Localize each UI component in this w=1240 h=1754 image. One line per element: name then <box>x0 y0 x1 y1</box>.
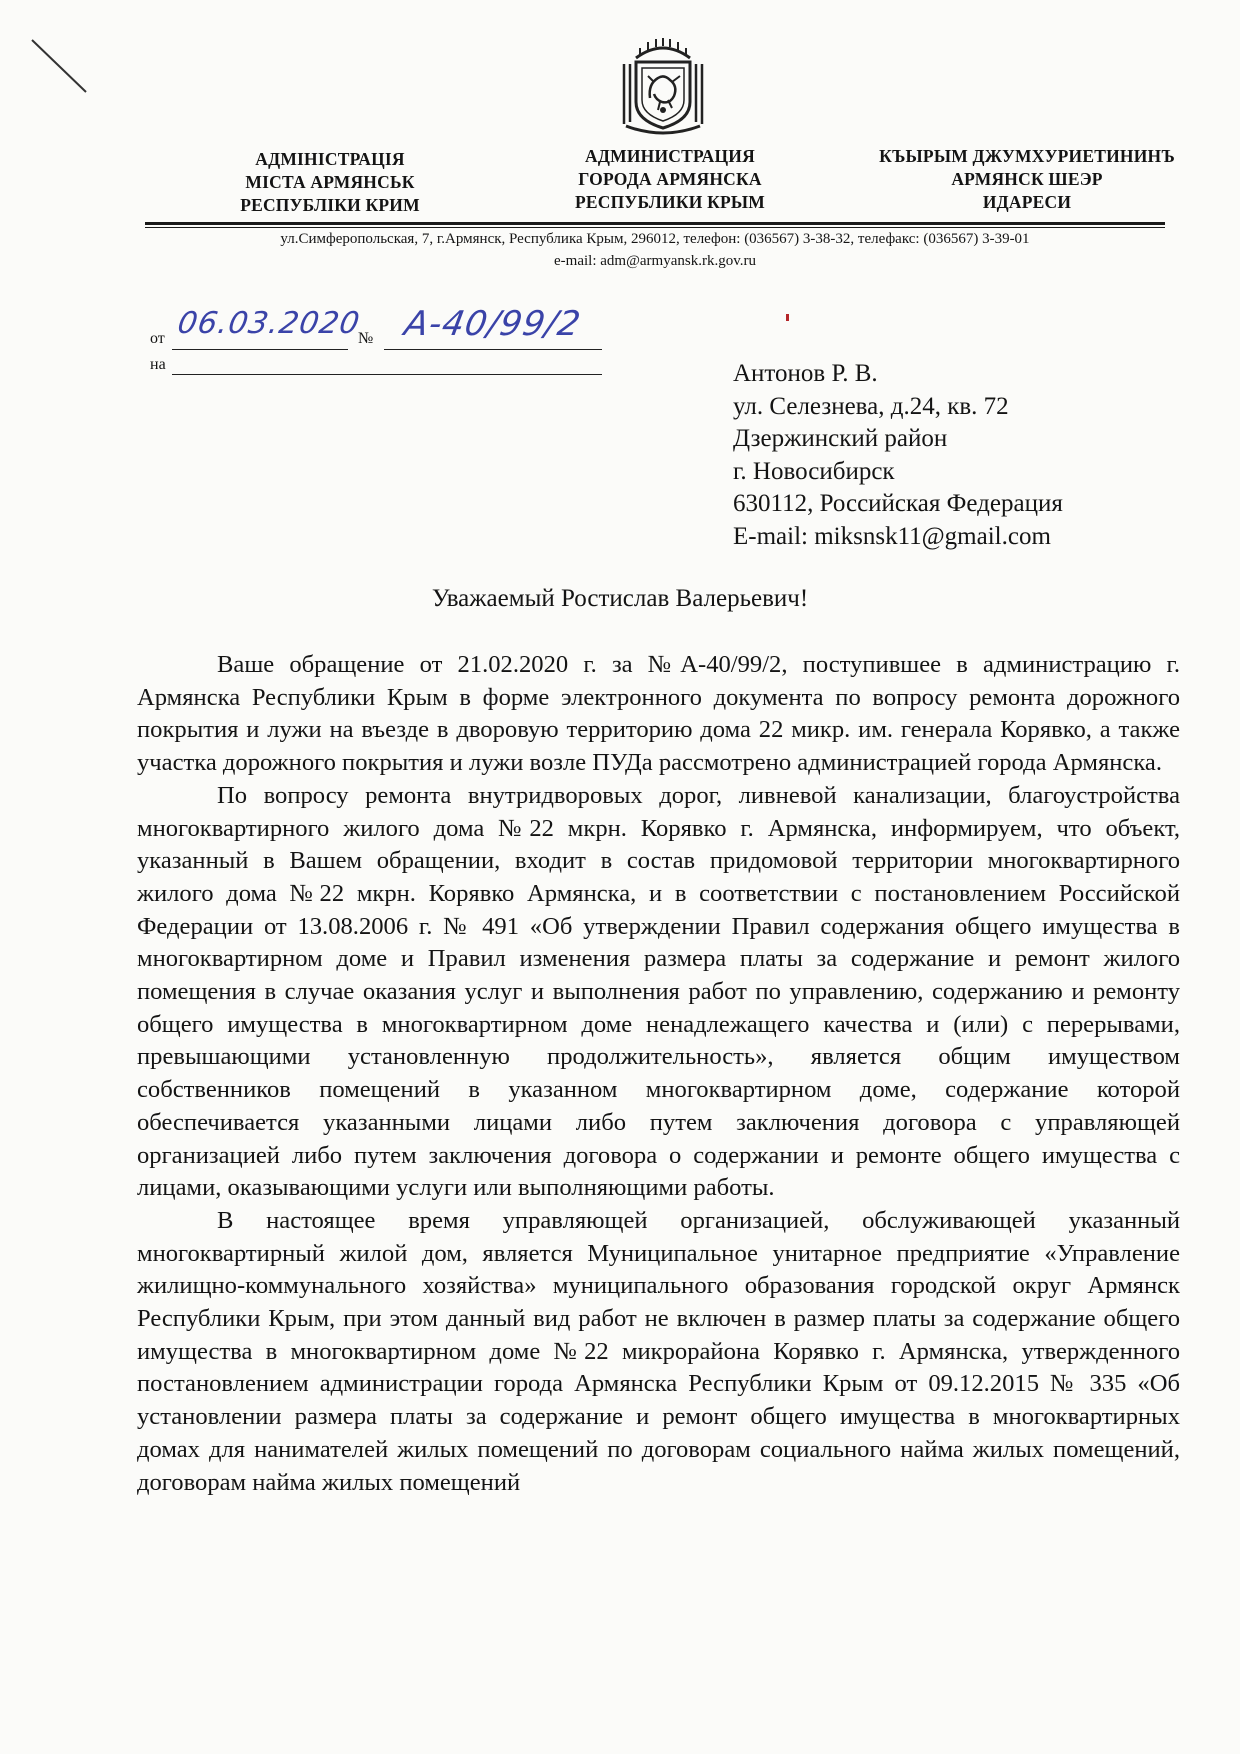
ref-date-underline <box>172 349 348 350</box>
header-crh-line3: ИДАРЕСИ <box>982 192 1072 212</box>
ref-number-underline <box>384 349 602 350</box>
contact-email: e-mail: adm@armyansk.rk.gov.ru <box>554 253 756 269</box>
header-ua-line1: АДМІНІСТРАЦІЯ <box>255 149 405 169</box>
ref-date-handwritten: 06.03.2020 <box>174 306 363 341</box>
body-paragraph-1: Ваше обращение от 21.02.2020 г. за №А-40/99/2, поступившее в администрацию г. Армянска Республики Крым в форме электронного документа по вопросу ремонта дорожного покрытия и лужи на въезде в дворовую территорию дома 22 микр. им. генерала Корявко, а также участка дорожного покрытия и лужи возле ПУДа рассмотрено администрацией города Армянска. <box>137 651 1180 777</box>
ref-number-label: № <box>358 330 374 347</box>
header-ru-line1: АДМИНИСТРАЦИЯ <box>585 146 755 166</box>
header-divider <box>145 222 1165 225</box>
header-crh-line1: КЪЫРЫМ ДЖУМХУРИЕТИНИНЪ <box>879 146 1175 166</box>
header-ru-line2: ГОРОДА АРМЯНСКА <box>578 169 762 189</box>
addressee-postal: 630112, Российская Федерация <box>733 490 1063 517</box>
header-ru-line3: РЕСПУБЛИКИ КРЫМ <box>575 192 765 212</box>
greeting: Уважаемый Ростислав Валерьевич! <box>431 585 809 612</box>
header-ukrainian <box>210 148 450 217</box>
header-crimean-tatar <box>862 145 1192 214</box>
ref-in-reply-label: на <box>150 356 166 373</box>
addressee-name: Антонов Р. В. <box>733 360 878 387</box>
ref-number-handwritten: А-40/99/2 <box>401 304 585 344</box>
addressee-city: г. Новосибирск <box>733 457 895 485</box>
contact-address: ул.Симферопольская, 7, г.Армянск, Республика Крым, 296012, телефон: (036567) 3-38-32, телефакс: (036567) 3-39-01 <box>280 231 1030 247</box>
addressee-email: E-mail: miksnsk11@gmail.com <box>733 522 1051 550</box>
addressee-district: Дзержинский район <box>733 425 948 452</box>
pen-mark <box>28 36 90 96</box>
addressee-block <box>733 358 1063 553</box>
ref-in-reply-underline <box>172 374 602 375</box>
letter-body <box>137 649 1180 1499</box>
header-divider-thin <box>145 227 1165 228</box>
body-paragraph-2: По вопросу ремонта внутридворовых дорог, ливневой канализации, благоустройства многоквартирного жилого дома №22 мкрн. Корявко г. Армянска, информируем, что объект, указанный в Вашем обращении, входит в состав придомовой территории многоквартирного жилого дома №22 мкрн. Корявко Армянска, и в соответствии с постановлением Российской Федерации от 13.08.2006 г. № 491 «Об утверждении Правил содержания общего имущества в многоквартирном доме и Правил изменения размера платы за содержание и ремонт жилого помещения в случае оказания услуг и выполнения работ по управлению, содержанию и ремонту общего имущества в многоквартирном доме ненадлежащего качества и (или) с перерывами, превышающими установленную продолжительность», является общим имуществом собственников помещений в указанном многоквартирном доме, содержание которой обеспечивается указанными лицами либо путем заключения договора с управляющей организацией либо путем заключения договора о содержании и ремонте общего имущества с лицами, оказывающими услуги или выполняющими работы. <box>137 781 1180 1202</box>
addressee-street: ул. Селезнева, д.24, кв. 72 <box>733 392 1009 420</box>
header-russian <box>540 145 800 214</box>
ink-dot <box>786 314 789 321</box>
ref-date-label: от <box>150 330 165 347</box>
header-crh-line2: АРМЯНСК ШЕЭР <box>951 169 1103 189</box>
body-paragraph-3: В настоящее время управляющей организацией, обслуживающей указанный многоквартирный жилой дом, является Муниципальное унитарное предприятие «Управление жилищно-коммунального хозяйства» муниципального образования городской округ Армянск Республики Крым, при этом данный вид работ не включен в размер платы за содержание общего имущества в многоквартирном доме №22 микрорайона Корявко г. Армянска, утвержденного постановлением администрации города Армянска Республики Крым от 09.12.2015 № 335 «Об установлении размера платы за содержание и ремонт общего имущества в многоквартирных домах для нанимателей жилых помещений по договорам социального найма жилых помещений, договорам найма жилых помещений <box>137 1206 1180 1496</box>
coat-of-arms-icon <box>618 36 708 136</box>
header-ua-line3: РЕСПУБЛІКИ КРИМ <box>240 195 420 215</box>
header-ua-line2: МІСТА АРМЯНСЬК <box>245 172 415 192</box>
